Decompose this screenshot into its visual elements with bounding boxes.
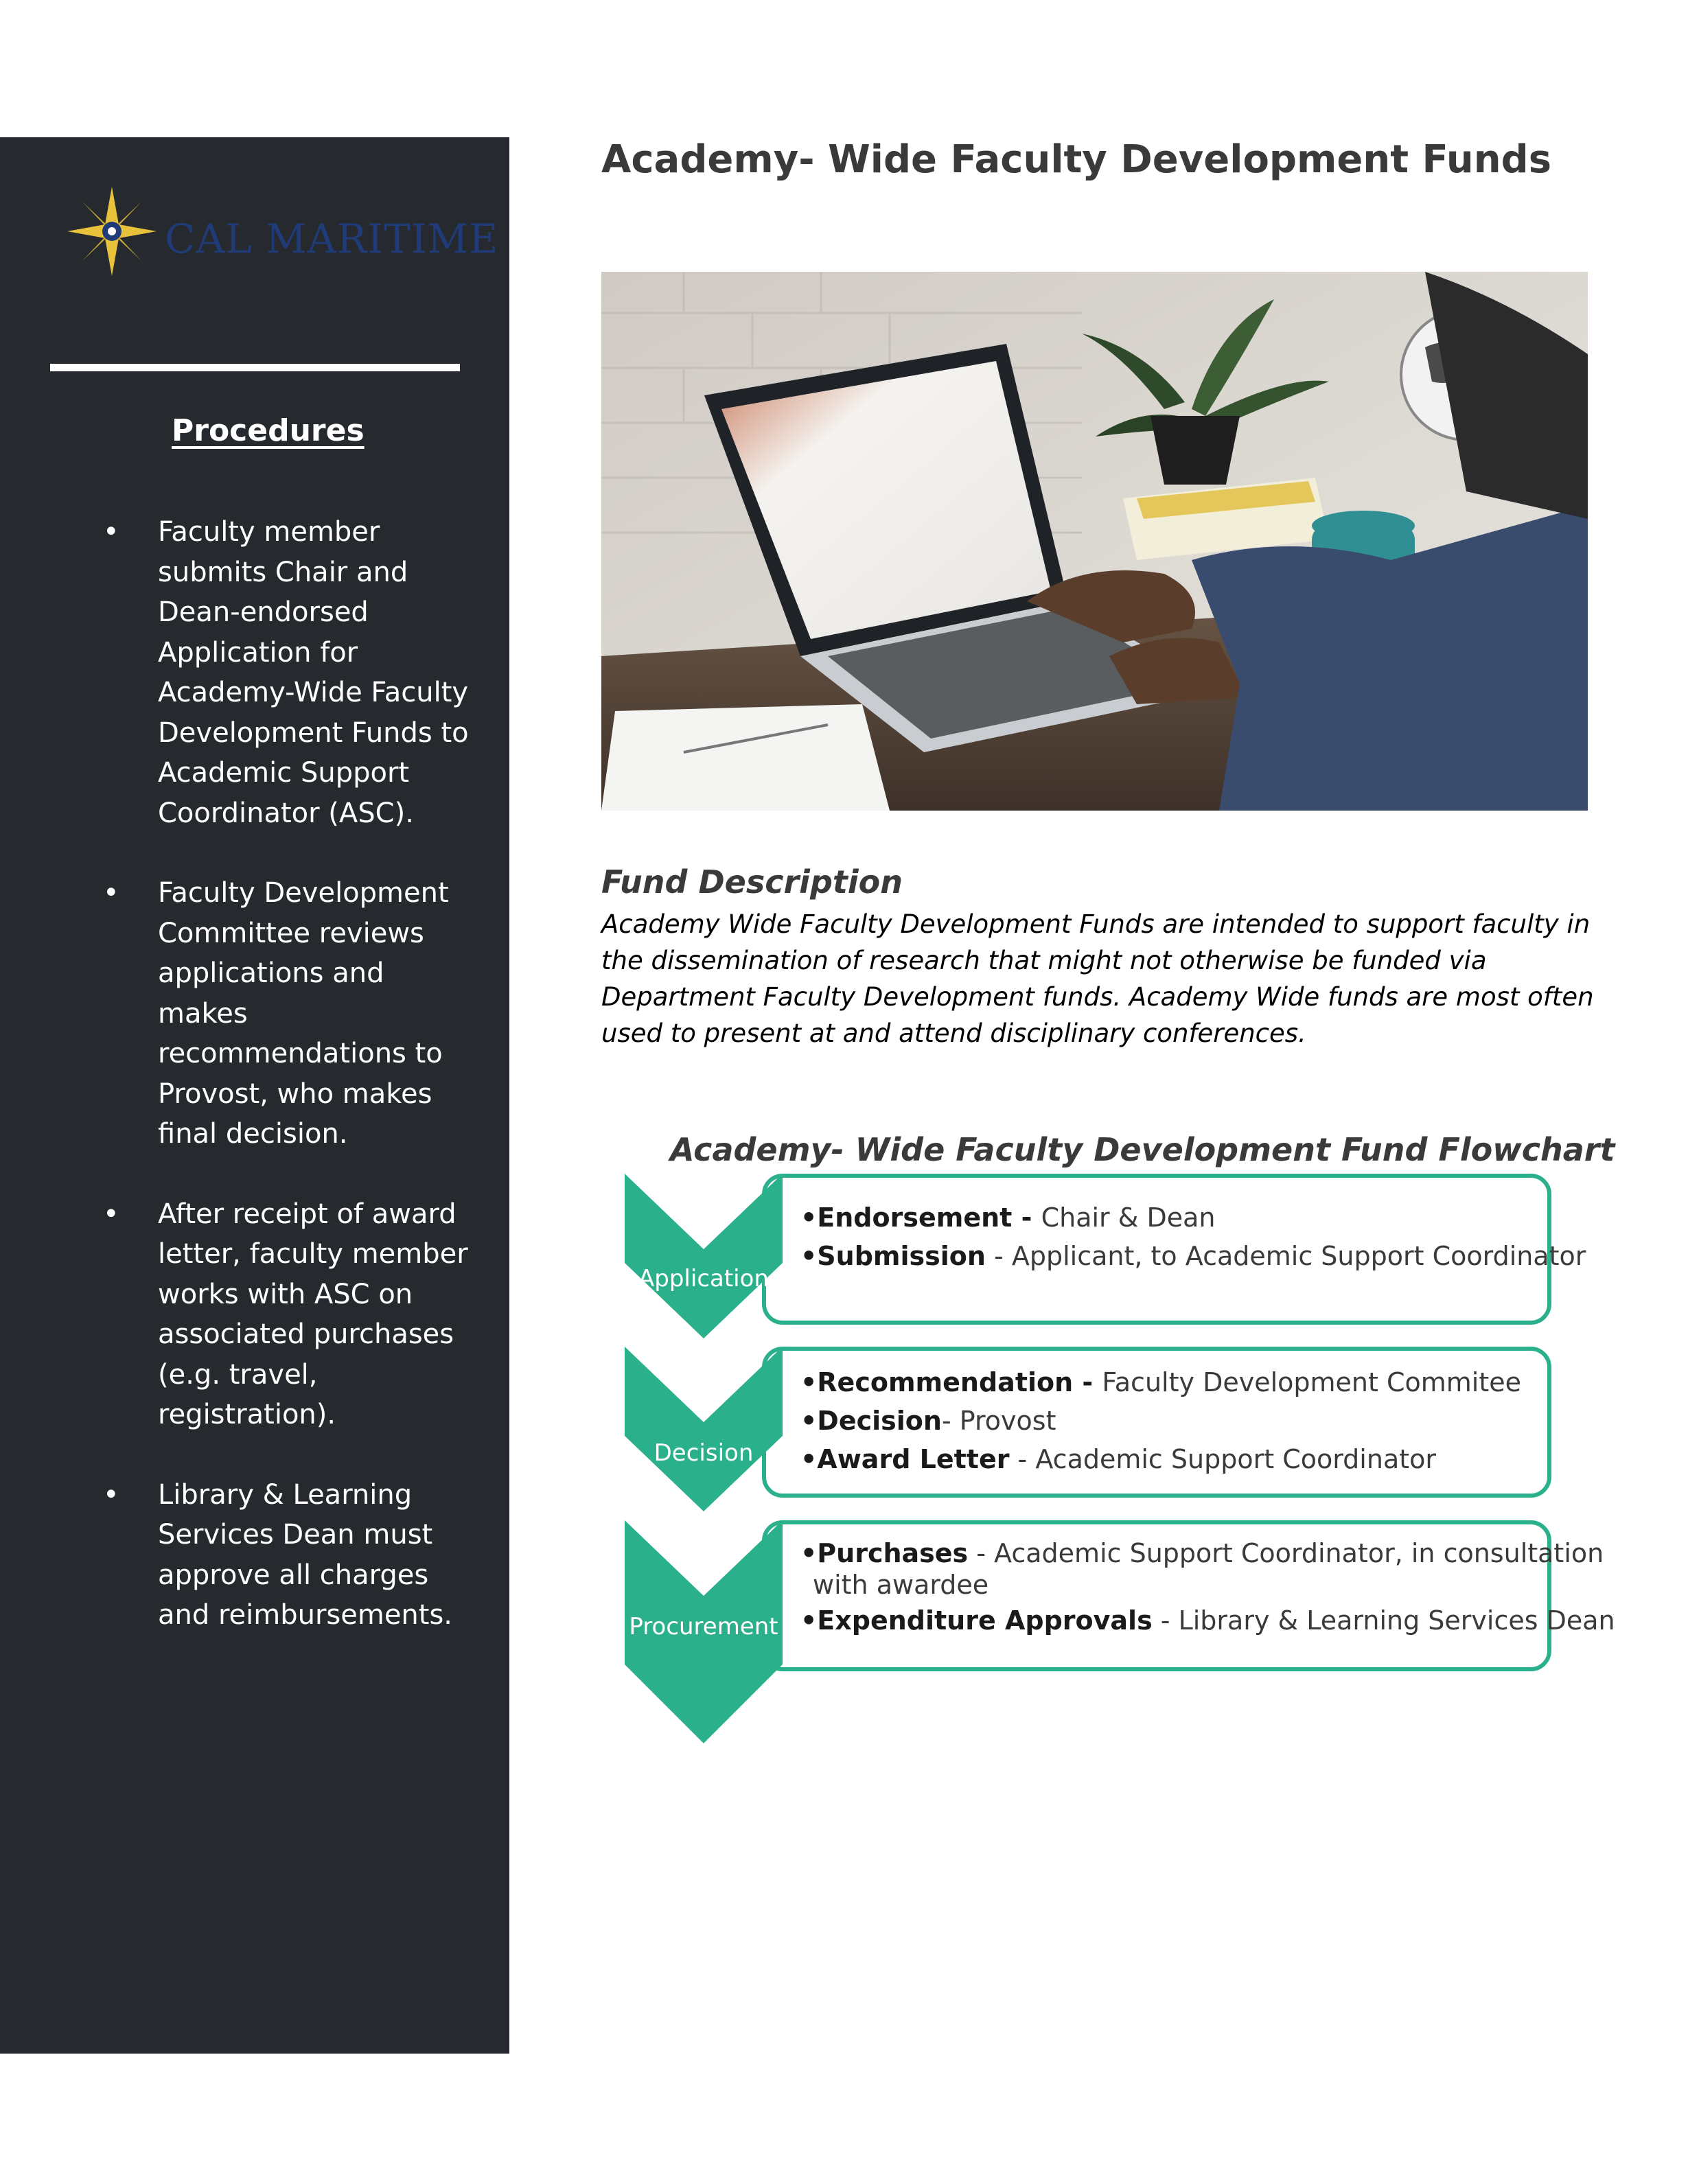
procedure-item xyxy=(103,1475,474,1636)
sidebar-divider xyxy=(50,364,460,371)
flow-item: •Endorsement - Chair & Dean xyxy=(800,1203,1216,1233)
chevron-application-icon xyxy=(625,1174,783,1338)
stage-box-application xyxy=(762,1174,1586,1325)
chevron-decision-icon xyxy=(625,1347,783,1511)
stage-box-procurement xyxy=(762,1520,1615,1671)
flow-item: •Decision- Provost xyxy=(800,1406,1056,1436)
procedure-item xyxy=(103,1194,474,1435)
fund-description-heading: Fund Description xyxy=(601,863,903,901)
compass-star-icon xyxy=(67,187,157,276)
procedure-item-text: Faculty Development Committee reviews applications and makes recommendations to Provost, who makes final decision. xyxy=(158,877,449,1150)
page-title: Academy- Wide Faculty Development Funds xyxy=(601,137,1552,182)
procedure-item-text: Library & Learning Services Dean must approve all charges and reimbursements. xyxy=(158,1478,453,1631)
procedure-item-text: Faculty member submits Chair and Dean-endorsed Application for Academy-Wide Faculty Development Funds to Academic Support Coordinator (ASC). xyxy=(158,516,469,829)
stage-label-decision: Decision xyxy=(654,1439,754,1467)
flow-item: •Submission - Applicant, to Academic Support Coordinator xyxy=(800,1241,1586,1271)
fund-description-text: Academy Wide Faculty Development Funds are intended to support faculty in the dissemination of research that might not otherwise be funded via Department Faculty Development funds. Academy Wide funds are most often used to present at and attend disciplinary conferences. xyxy=(601,909,1594,1048)
logo xyxy=(67,187,499,276)
flow-item: •Expenditure Approvals - Library & Learning Services Dean xyxy=(800,1605,1615,1636)
stage-box-decision xyxy=(762,1347,1551,1498)
logo-text: CAL MARITIME xyxy=(165,216,499,262)
flow-item-continuation: with awardee xyxy=(813,1570,989,1600)
bullet-icon: • xyxy=(103,1198,119,1230)
flow-item: •Award Letter - Academic Support Coordinator xyxy=(800,1444,1436,1474)
procedure-item xyxy=(103,512,474,833)
procedures-heading: Procedures xyxy=(172,413,365,448)
sidebar xyxy=(0,137,509,2054)
flow-item: •Recommendation - Faculty Development Commitee xyxy=(800,1367,1521,1397)
bullet-icon: • xyxy=(103,1478,119,1511)
bullet-icon: • xyxy=(103,516,119,548)
procedure-item-text: After receipt of award letter, faculty member works with ASC on associated purchases (e.g. travel, registration). xyxy=(158,1198,468,1430)
procedure-item xyxy=(103,873,474,1154)
stage-label-application: Application xyxy=(638,1265,769,1292)
bullet-icon: • xyxy=(103,877,119,909)
stage-label-procurement: Procurement xyxy=(629,1613,778,1640)
flow-item: •Purchases - Academic Support Coordinator, in consultation xyxy=(800,1538,1604,1568)
flowchart-title: Academy- Wide Faculty Development Fund Flowchart xyxy=(670,1131,1615,1168)
procedures-list xyxy=(103,512,474,1636)
laptop-workspace-photo xyxy=(601,272,1588,811)
